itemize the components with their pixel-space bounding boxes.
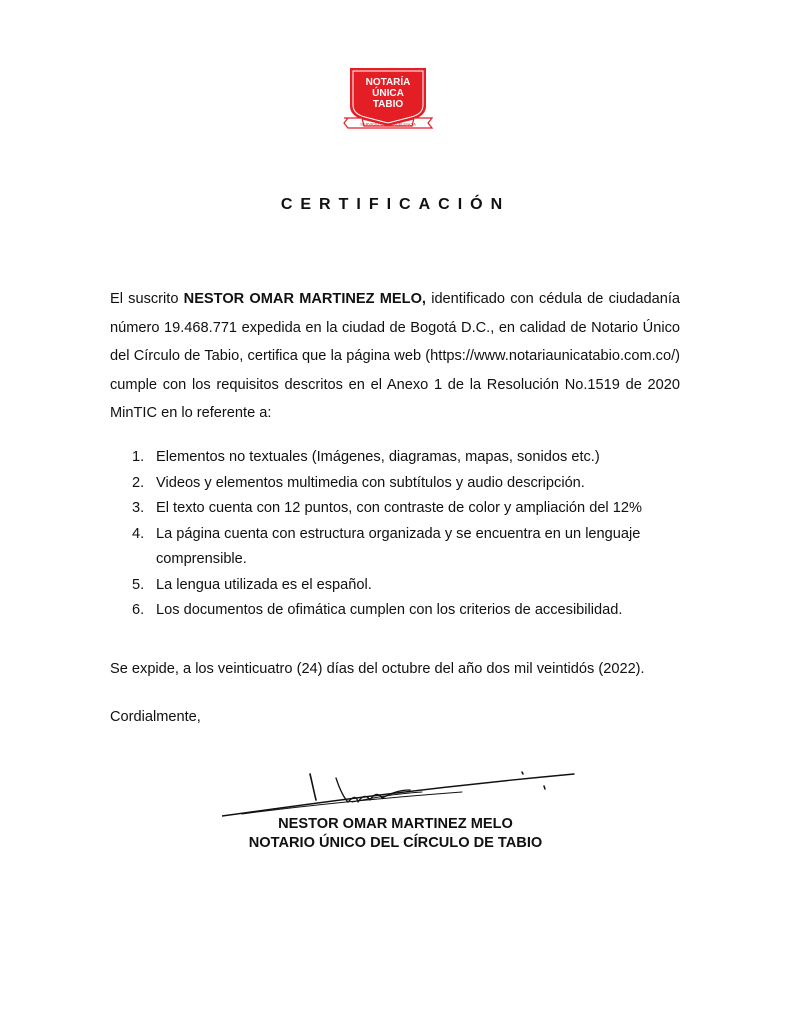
list-item-text: Videos y elementos multimedia con subtítulos y audio descripción. xyxy=(156,474,585,491)
signature-block xyxy=(0,815,791,853)
list-item xyxy=(132,573,680,599)
logo-line1: NOTARÍA xyxy=(365,77,411,88)
list-item-number: 5. xyxy=(132,576,145,593)
signatory-name: NESTOR OMAR MARTINEZ MELO xyxy=(278,816,513,832)
document-title: CERTIFICACIÓN xyxy=(280,196,511,213)
issue-statement: Se expide, a los veinticuatro (24) días del octubre del año dos mil veintidós (2022). xyxy=(110,661,645,677)
list-item-text: Los documentos de ofimática cumplen con los criterios de accesibilidad. xyxy=(156,602,623,618)
list-item xyxy=(132,496,680,522)
list-item-text: La página cuenta con estructura organizada y se encuentra en un lenguaje comprensible. xyxy=(156,525,641,567)
closing-salutation: Cordialmente, xyxy=(110,709,201,725)
logo-line2: ÚNICA xyxy=(372,88,404,99)
list-item xyxy=(132,445,680,471)
list-item-number: 4. xyxy=(132,525,145,542)
list-item-number: 2. xyxy=(132,474,145,491)
signatory-role: NOTARIO ÚNICO DEL CÍRCULO DE TABIO xyxy=(248,835,543,851)
requirements-list xyxy=(132,445,680,624)
intro-paragraph xyxy=(110,285,680,428)
list-item xyxy=(132,471,680,497)
list-item-number: 3. xyxy=(132,500,145,516)
intro-text-2: identificado con cédula de ciudadanía número 19.468.771 expedida en la ciudad de Bogotá D.C., en calidad de Notario Único del Círculo de Tabio, certifica que la página web (https://www.notariaunicatabio.com.co/) cumple con los requisitos descritos en el Anexo 1 de la Resolución No.1519 de 2020 MinTIC en lo referente a: xyxy=(110,291,680,421)
logo-ribbon: SERVICIO CON EXCELENCIA xyxy=(360,121,416,127)
handwritten-signature xyxy=(222,768,578,818)
list-item-text: El texto cuenta con 12 puntos, con contraste de color y ampliación del 12% xyxy=(156,500,642,516)
list-item-number: 1. xyxy=(132,449,145,465)
list-item xyxy=(132,522,680,573)
list-item-text: La lengua utilizada es el español. xyxy=(156,576,372,593)
notaria-logo xyxy=(342,66,434,132)
list-item xyxy=(132,598,680,624)
list-item-text: Elementos no textuales (Imágenes, diagramas, mapas, sonidos etc.) xyxy=(156,449,600,465)
list-item-number: 6. xyxy=(132,602,145,618)
notary-name-inline: NESTOR OMAR MARTINEZ MELO, xyxy=(183,291,426,307)
intro-text-1: El suscrito xyxy=(110,291,184,307)
logo-line3: TABIO xyxy=(372,99,404,110)
